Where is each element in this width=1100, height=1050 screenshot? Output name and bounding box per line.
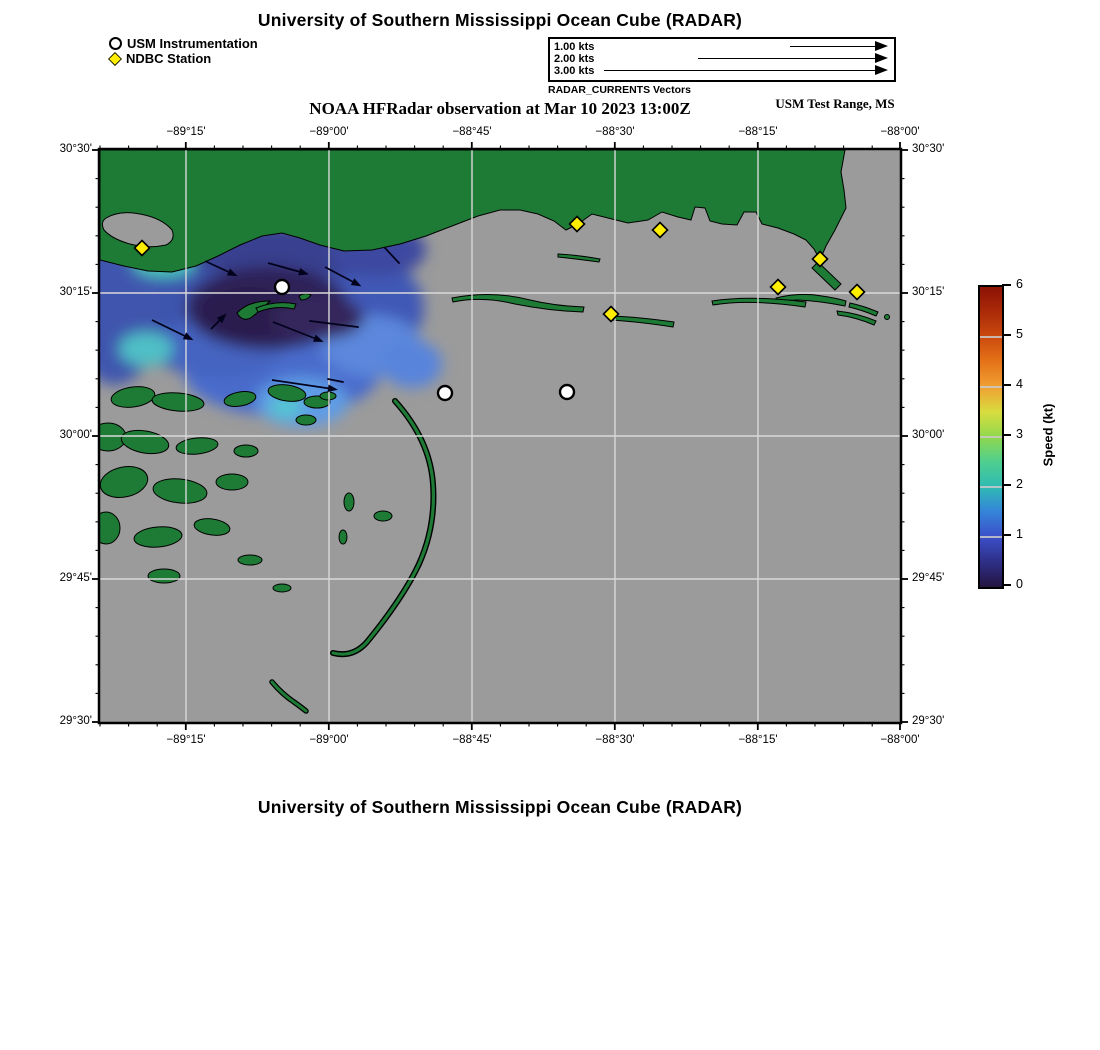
sound-islet-1 xyxy=(344,493,354,511)
scale-row-label: 1.00 kts xyxy=(554,41,595,53)
colorbar-tick-value: 0 xyxy=(1016,577,1023,591)
x-tick-label-top: −88°30' xyxy=(595,126,635,138)
x-tick-label-top: −89°00' xyxy=(309,126,349,138)
colorbar-crossline xyxy=(980,536,1002,538)
scale-row-label: 2.00 kts xyxy=(554,53,595,65)
x-tick-label-bottom: −88°30' xyxy=(595,734,635,746)
colorbar-tick-value: 6 xyxy=(1016,277,1023,291)
legend-item-label: NDBC Station xyxy=(126,51,212,66)
colorbar-axis-label: Speed (kt) xyxy=(1040,403,1056,467)
y-tick-label-left: 30°15' xyxy=(59,286,92,298)
colorbar-tick-value: 1 xyxy=(1016,527,1023,541)
scale-row-label: 3.00 kts xyxy=(554,65,595,77)
x-tick-label-top: −88°15' xyxy=(738,126,778,138)
x-tick-label-bottom: −88°15' xyxy=(738,734,778,746)
usm-instrumentation-marker xyxy=(275,280,289,294)
islet-dot-e xyxy=(885,315,890,320)
usm-instrumentation-marker xyxy=(438,386,452,400)
speed-colorbar xyxy=(978,285,1004,589)
x-tick-label-bottom: −88°00' xyxy=(880,734,920,746)
colorbar-tick xyxy=(1002,334,1011,336)
x-tick-label-bottom: −89°00' xyxy=(309,734,349,746)
y-tick-label-right: 29°45' xyxy=(912,572,945,584)
colorbar-tick xyxy=(1002,384,1011,386)
sound-islet-3 xyxy=(339,530,347,544)
observation-subtitle: NOAA HFRadar observation at Mar 10 2023 13:00Z xyxy=(309,99,691,118)
y-tick-label-left: 30°30' xyxy=(59,143,92,155)
y-tick-label-right: 30°00' xyxy=(912,429,945,441)
y-tick-label-left: 30°00' xyxy=(59,429,92,441)
page-title: University of Southern Mississippi Ocean Cube (RADAR) xyxy=(257,10,743,30)
y-tick-label-right: 29°30' xyxy=(912,715,945,727)
colorbar-tick-value: 4 xyxy=(1016,377,1023,391)
x-tick-label-top: −89°15' xyxy=(166,126,206,138)
colorbar-tick xyxy=(1002,284,1011,286)
test-range-label: USM Test Range, MS xyxy=(775,96,895,111)
colorbar-tick-value: 5 xyxy=(1016,327,1023,341)
colorbar-crossline xyxy=(980,486,1002,488)
colorbar-tick xyxy=(1002,584,1011,586)
x-tick-label-bottom: −88°45' xyxy=(452,734,492,746)
colorbar-crossline xyxy=(980,386,1002,388)
colorbar-crossline xyxy=(980,436,1002,438)
colorbar-tick xyxy=(1002,484,1011,486)
y-tick-label-left: 29°45' xyxy=(59,572,92,584)
usm-instrumentation-marker xyxy=(560,385,574,399)
footer-title: University of Southern Mississippi Ocean Cube (RADAR) xyxy=(257,797,743,817)
y-tick-label-right: 30°15' xyxy=(912,286,945,298)
colorbar-crossline xyxy=(980,336,1002,338)
x-tick-label-bottom: −89°15' xyxy=(166,734,206,746)
y-tick-label-left: 29°30' xyxy=(59,715,92,727)
x-tick-label-top: −88°45' xyxy=(452,126,492,138)
colorbar-tick xyxy=(1002,434,1011,436)
x-tick-label-top: −88°00' xyxy=(880,126,920,138)
sound-islet-2 xyxy=(374,511,392,521)
colorbar-tick-value: 3 xyxy=(1016,427,1023,441)
vector-scale-caption: RADAR_CURRENTS Vectors xyxy=(548,84,691,96)
legend-item-label: USM Instrumentation xyxy=(127,36,258,51)
colorbar-tick xyxy=(1002,534,1011,536)
colorbar-tick-value: 2 xyxy=(1016,477,1023,491)
y-tick-label-right: 30°30' xyxy=(912,143,945,155)
